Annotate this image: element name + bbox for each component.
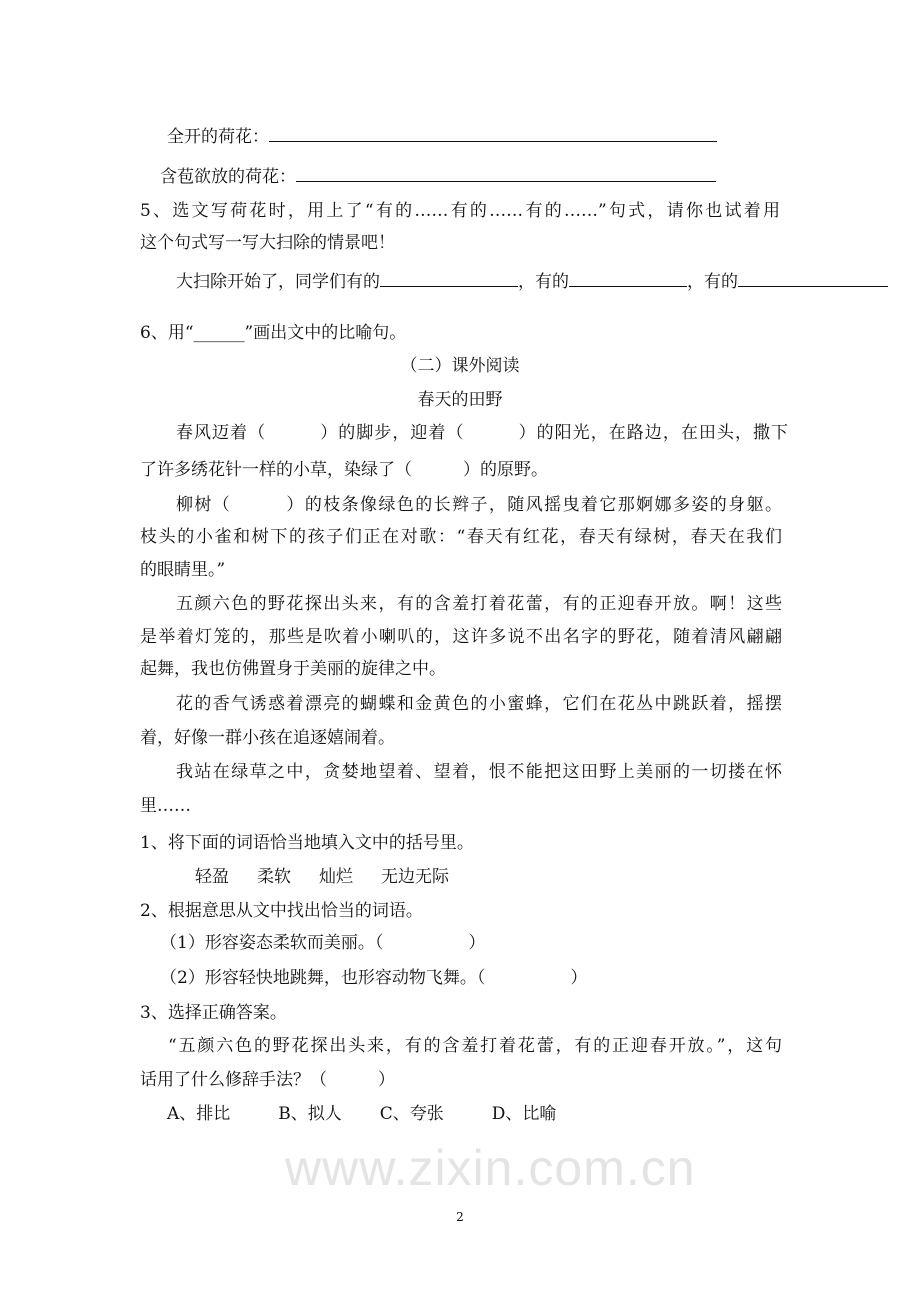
passage-line: 着，好像一群小孩在追逐嬉闹着。 xyxy=(140,728,395,748)
bud-question xyxy=(160,165,716,187)
passage-line: 花的香气诱惑着漂亮的蝴蝶和金黄色的小蜜蜂，它们在花丛中跳跃着，摇摆 xyxy=(176,694,782,714)
label: 全开的荷花： xyxy=(167,127,269,147)
word: 柔软 xyxy=(257,867,291,887)
label: 含苞欲放的荷花： xyxy=(160,167,296,187)
section-title: （二）课外阅读 xyxy=(400,356,520,376)
answer-blank[interactable] xyxy=(569,270,687,287)
question-1: 1、将下面的词语恰当地填入文中的括号里。 xyxy=(140,833,474,853)
answer-blank[interactable] xyxy=(296,165,716,182)
q5-line1: 5、选文写荷花时，用上了“有的……有的……有的……”句式，请你也试着用 xyxy=(140,201,780,221)
passage-line: 了许多绣花针一样的小草，染绿了（ ）的原野。 xyxy=(140,460,548,480)
question-3-line1: “五颜六色的野花探出头来，有的含羞打着花蕾，有的正迎春开放。”，这句 xyxy=(168,1036,782,1056)
passage-line: 五颜六色的野花探出头来，有的含羞打着花蕾，有的正迎春开放。啊！这些 xyxy=(176,594,782,614)
option-a[interactable]: A、排比 xyxy=(167,1104,231,1124)
word: 灿烂 xyxy=(319,867,353,887)
option-d[interactable]: D、比喻 xyxy=(491,1104,557,1124)
label: ，有的 xyxy=(518,272,569,292)
passage-line: 我站在绿草之中，贪婪地望着、望着，恨不能把这田野上美丽的一切搂在怀 xyxy=(176,762,782,782)
question-2: 2、根据意思从文中找出恰当的词语。 xyxy=(140,901,423,921)
label: 6、用“ xyxy=(140,323,194,343)
question-2-2: （2）形容轻快地跳舞，也形容动物飞舞。（ ） xyxy=(160,968,588,988)
passage-line: 柳树（ ）的枝条像绿色的长辫子，随风摇曳着它那婀娜多姿的身躯。 xyxy=(176,495,782,515)
label: ”画出文中的比喻句。 xyxy=(244,323,407,343)
passage-line: 枝头的小雀和树下的孩子们正在对歌：“春天有红花，春天有绿树，春天在我们 xyxy=(140,527,782,547)
q5-fill xyxy=(176,270,888,292)
passage-line: 春风迈着（ ）的脚步，迎着（ ）的阳光，在路边，在田头，撒下 xyxy=(176,423,788,443)
question-3: 3、选择正确答案。 xyxy=(140,1003,287,1023)
label: 大扫除开始了，同学们有的 xyxy=(176,272,380,292)
passage-line: 的眼睛里。” xyxy=(140,560,226,580)
word: 无边无际 xyxy=(381,867,449,887)
passage-line: 起舞，我也仿佛置身于美丽的旋律之中。 xyxy=(140,659,446,679)
underline-sample: ______ xyxy=(193,323,245,343)
page-number: 2 xyxy=(456,1210,464,1224)
word-bank xyxy=(195,866,449,888)
word: 轻盈 xyxy=(195,867,229,887)
watermark: www.zixin.com.cn xyxy=(285,1140,696,1196)
full-bloom-question xyxy=(167,125,717,147)
option-b[interactable]: B、拟人 xyxy=(278,1104,342,1124)
passage-line: 里…… xyxy=(140,796,191,816)
q6 xyxy=(140,322,406,344)
answer-blank[interactable] xyxy=(269,125,717,142)
passage-line: 是举着灯笼的，那些是吹着小喇叭的，这许多说不出名字的野花，随着清风翩翩 xyxy=(140,627,782,647)
question-3-line2: 话用了什么修辞手法？（ ） xyxy=(140,1070,395,1090)
label: ，有的 xyxy=(687,272,738,292)
passage-title: 春天的田野 xyxy=(417,390,503,410)
option-c[interactable]: C、夸张 xyxy=(379,1104,444,1124)
answer-blank[interactable] xyxy=(738,270,888,287)
q5-line2: 这个句式写一写大扫除的情景吧！ xyxy=(140,233,395,253)
answer-blank[interactable] xyxy=(380,270,518,287)
answer-options xyxy=(167,1103,556,1125)
question-2-1: （1）形容姿态柔软而美丽。（ ） xyxy=(160,933,486,953)
